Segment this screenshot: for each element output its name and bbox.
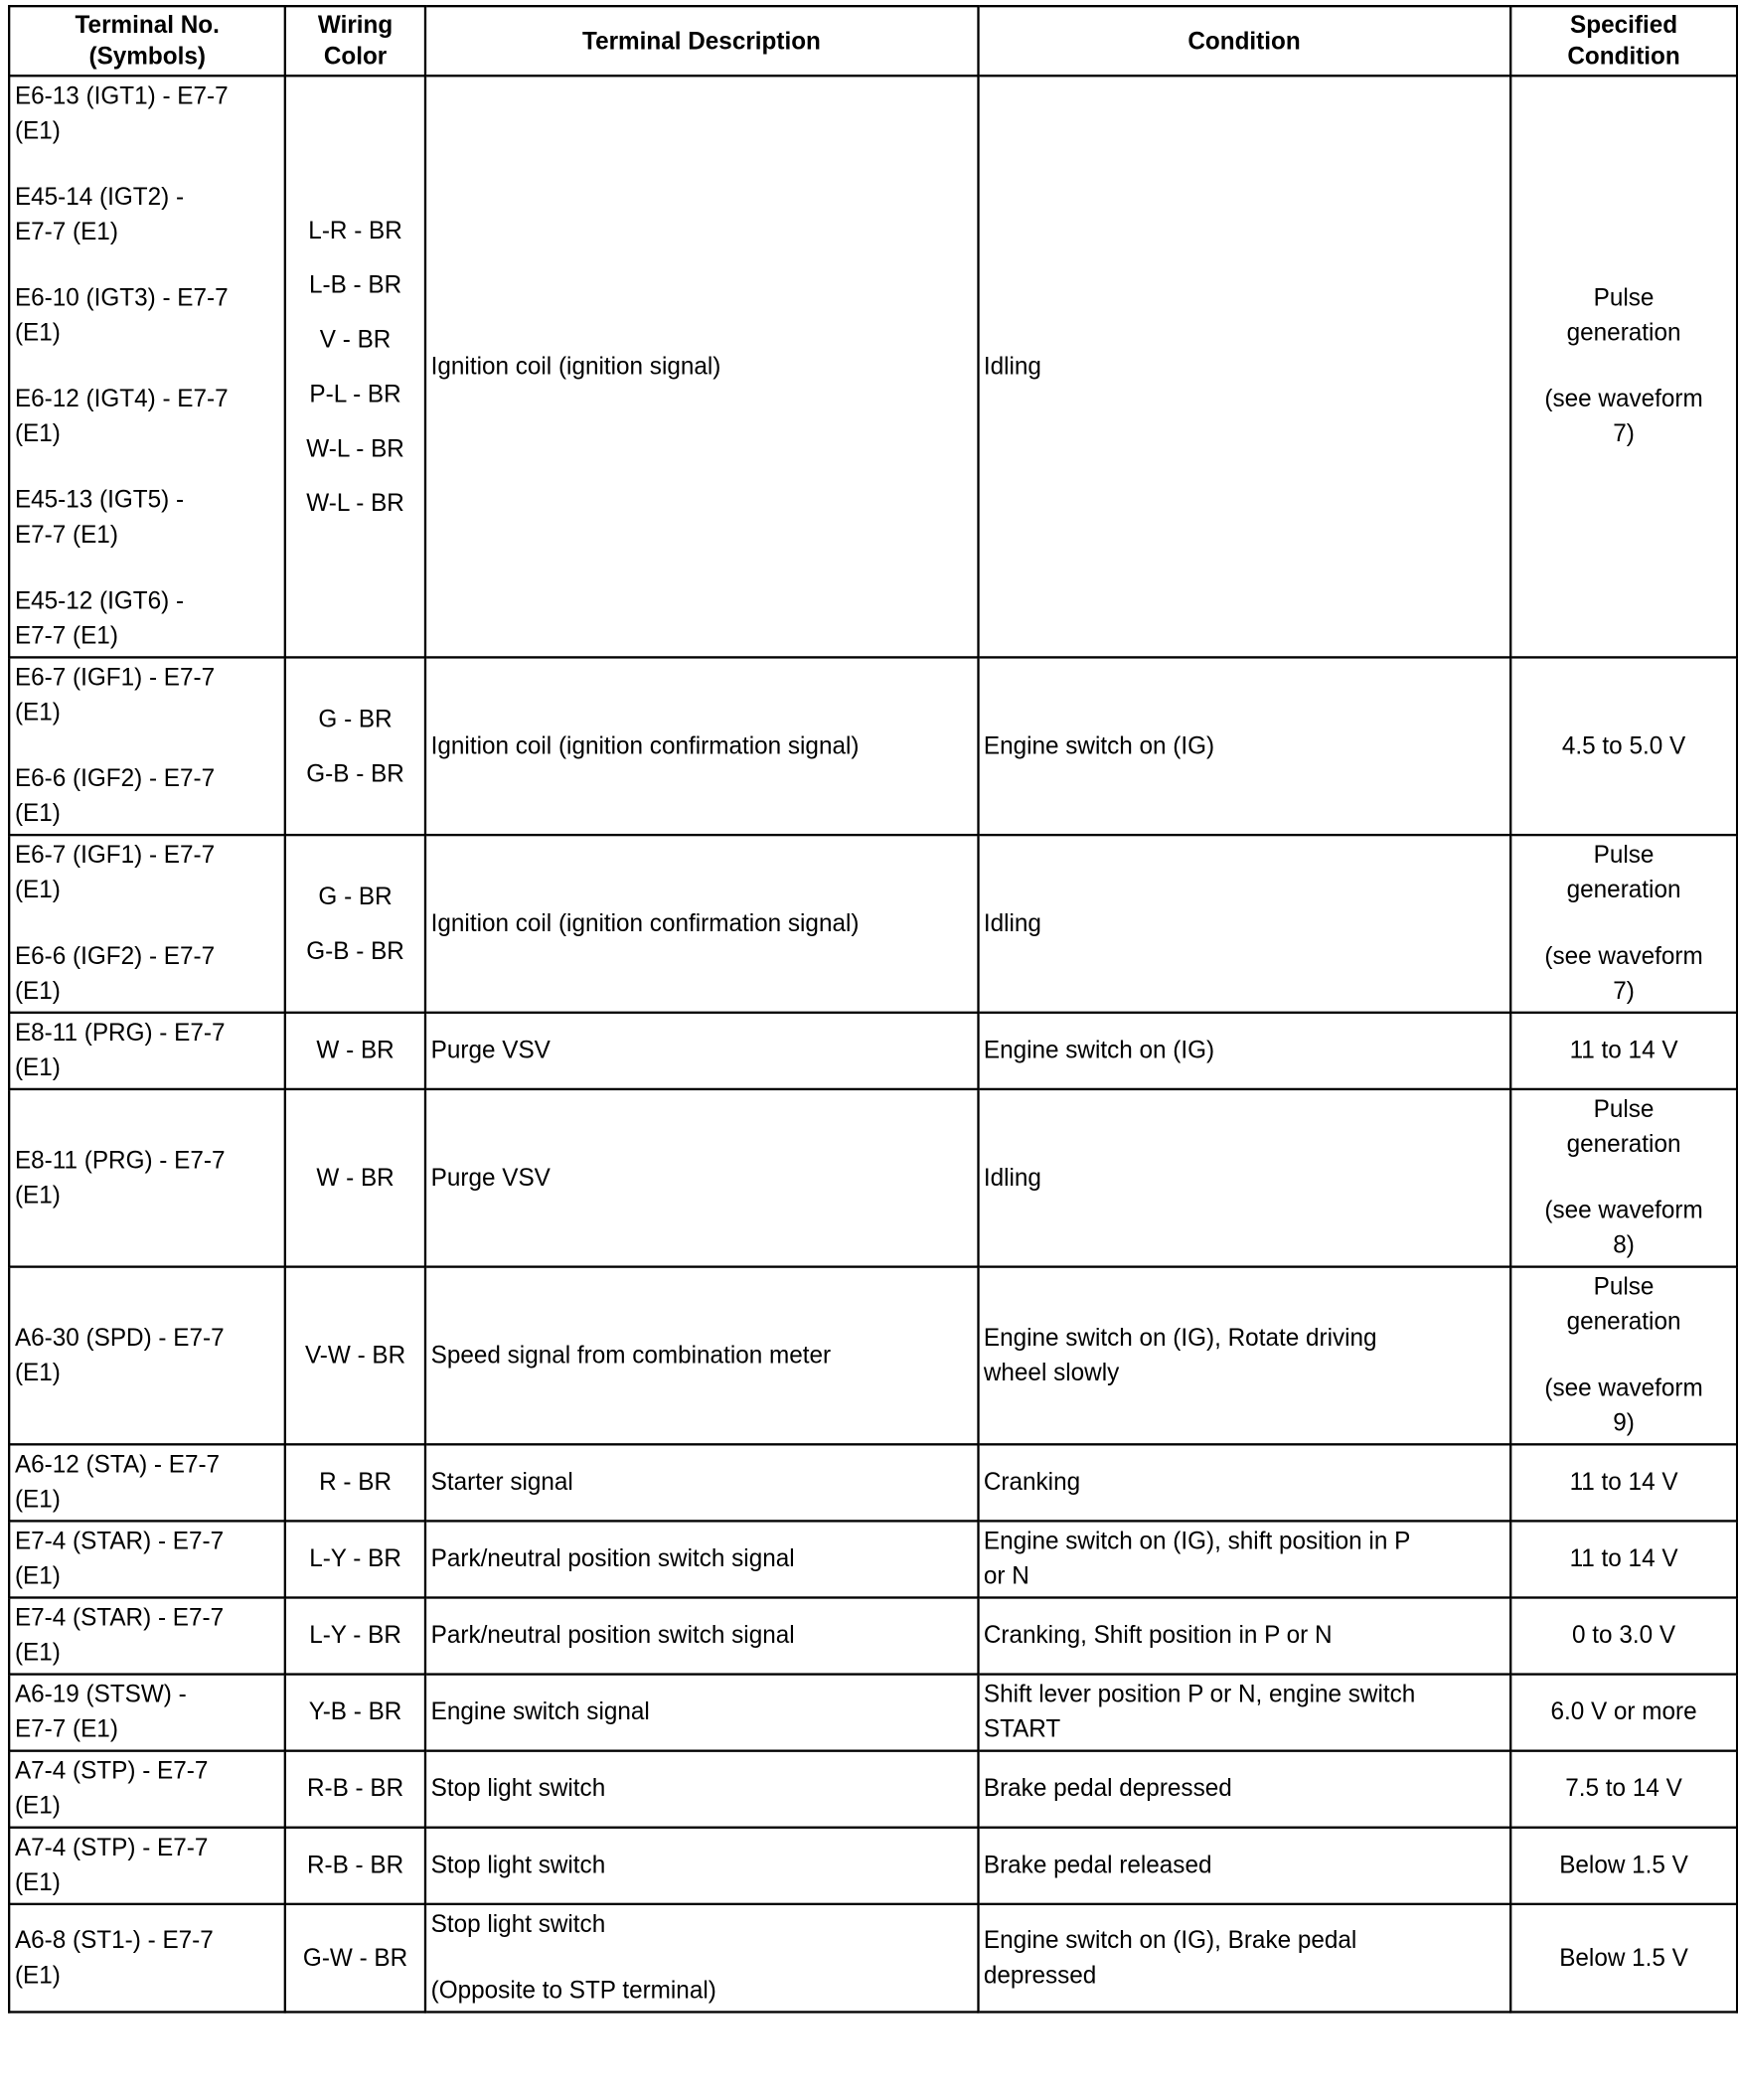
header-terminal-line: Terminal No. bbox=[75, 12, 220, 39]
specified-condition-text: 7) bbox=[1613, 420, 1635, 448]
condition-cell bbox=[978, 1828, 1510, 1904]
condition-text: Engine switch on (IG), Rotate driving bbox=[983, 1324, 1377, 1352]
terminal-text: E45-14 (IGT2) - bbox=[14, 183, 185, 211]
table-row bbox=[9, 1013, 1737, 1089]
wiring-color-text: L-Y - BR bbox=[309, 1622, 401, 1649]
description-text: Purge VSV bbox=[430, 1164, 551, 1192]
wiring-color-cell bbox=[285, 835, 425, 1013]
terminal-spec-table bbox=[8, 5, 1738, 2014]
specified-condition-cell bbox=[1510, 76, 1737, 657]
condition-text: depressed bbox=[983, 1961, 1097, 1989]
specified-condition-cell bbox=[1510, 1013, 1737, 1089]
wiring-color-text: G-B - BR bbox=[306, 759, 404, 787]
terminal-text: (E1) bbox=[14, 1359, 61, 1386]
description-cell bbox=[425, 1904, 978, 2013]
condition-text: Cranking bbox=[983, 1468, 1081, 1496]
specified-condition-text: Pulse bbox=[1593, 284, 1655, 312]
description-cell bbox=[425, 1751, 978, 1828]
terminal-text: (E1) bbox=[14, 420, 61, 448]
wiring-color-text: V-W - BR bbox=[304, 1341, 406, 1369]
specified-condition-cell bbox=[1510, 1675, 1737, 1751]
wiring-color-text: W-L - BR bbox=[306, 489, 404, 517]
wiring-color-cell bbox=[285, 1597, 425, 1674]
wiring-color-cell bbox=[285, 1444, 425, 1521]
condition-cell bbox=[978, 1013, 1510, 1089]
terminal-text: E45-12 (IGT6) - bbox=[14, 587, 185, 615]
wiring-color-cell bbox=[285, 1828, 425, 1904]
wiring-color-text: R - BR bbox=[319, 1468, 393, 1496]
description-text: Starter signal bbox=[430, 1468, 573, 1496]
wiring-color-text: Y-B - BR bbox=[308, 1698, 402, 1725]
condition-text: START bbox=[983, 1715, 1061, 1743]
specified-condition-text: 9) bbox=[1613, 1409, 1635, 1437]
specified-condition-text: Pulse bbox=[1593, 842, 1655, 869]
terminal-text: E45-13 (IGT5) - bbox=[14, 486, 185, 514]
table-row bbox=[9, 657, 1737, 835]
wiring-color-text: G - BR bbox=[318, 705, 393, 732]
description-cell bbox=[425, 1444, 978, 1521]
terminal-text: E6-7 (IGF1) - E7-7 bbox=[14, 664, 216, 692]
terminal-text: A6-30 (SPD) - E7-7 bbox=[14, 1324, 225, 1352]
description-text: Park/neutral position switch signal bbox=[430, 1622, 795, 1649]
specified-condition-cell bbox=[1510, 657, 1737, 835]
terminal-cell bbox=[9, 1751, 285, 1828]
wiring-color-cell bbox=[285, 1904, 425, 2013]
description-cell bbox=[425, 1521, 978, 1597]
terminal-text: E7-7 (E1) bbox=[14, 521, 118, 549]
table-row bbox=[9, 1267, 1737, 1445]
condition-text: Engine switch on (IG) bbox=[983, 731, 1215, 759]
terminal-text: E8-11 (PRG) - E7-7 bbox=[14, 1146, 226, 1174]
description-text: Ignition coil (ignition confirmation signal) bbox=[430, 909, 860, 937]
terminal-cell bbox=[9, 657, 285, 835]
terminal-text: E6-7 (IGF1) - E7-7 bbox=[14, 842, 216, 869]
condition-text: or N bbox=[983, 1562, 1029, 1590]
specified-condition-cell bbox=[1510, 1597, 1737, 1674]
terminal-cell bbox=[9, 76, 285, 657]
terminal-cell bbox=[9, 1013, 285, 1089]
specified-condition-text: Below 1.5 V bbox=[1559, 1944, 1688, 1972]
condition-cell bbox=[978, 1597, 1510, 1674]
terminal-text: A6-12 (STA) - E7-7 bbox=[14, 1451, 221, 1479]
description-cell bbox=[425, 835, 978, 1013]
terminal-text: (E1) bbox=[14, 1792, 61, 1820]
wiring-color-text: G-W - BR bbox=[302, 1944, 408, 1972]
terminal-text: (E1) bbox=[14, 319, 61, 347]
description-cell bbox=[425, 1675, 978, 1751]
condition-text: Cranking, Shift position in P or N bbox=[983, 1622, 1333, 1649]
description-text: Purge VSV bbox=[430, 1037, 551, 1064]
specified-condition-text: 6.0 V or more bbox=[1550, 1698, 1697, 1725]
terminal-text: (E1) bbox=[14, 877, 61, 904]
wiring-color-text: G - BR bbox=[318, 883, 393, 910]
wiring-color-text: R-B - BR bbox=[306, 1775, 404, 1803]
header-specified bbox=[1510, 6, 1737, 76]
description-cell bbox=[425, 1013, 978, 1089]
terminal-cell bbox=[9, 1444, 285, 1521]
condition-text: Engine switch on (IG), Brake pedal bbox=[983, 1926, 1357, 1954]
wiring-color-cell bbox=[285, 1751, 425, 1828]
specified-condition-text: (see waveform bbox=[1544, 386, 1703, 412]
table-row bbox=[9, 1521, 1737, 1597]
header-specified-line: Condition bbox=[1567, 43, 1680, 71]
table-row bbox=[9, 1597, 1737, 1674]
terminal-text: A7-4 (STP) - E7-7 bbox=[14, 1834, 209, 1861]
specified-condition-text: Below 1.5 V bbox=[1559, 1852, 1688, 1879]
header-wiring-line: Color bbox=[323, 43, 388, 71]
specified-condition-text: 11 to 14 V bbox=[1569, 1544, 1678, 1572]
specified-condition-cell bbox=[1510, 1904, 1737, 2013]
header-wiring-line: Wiring bbox=[317, 12, 394, 39]
description-text: (Opposite to STP terminal) bbox=[430, 1977, 716, 2005]
condition-text: Brake pedal depressed bbox=[983, 1775, 1232, 1803]
description-text: Stop light switch bbox=[430, 1852, 606, 1879]
specified-condition-text: generation bbox=[1566, 319, 1681, 347]
condition-cell bbox=[978, 1904, 1510, 2013]
condition-cell bbox=[978, 1089, 1510, 1267]
specified-condition-text: (see waveform bbox=[1544, 1374, 1703, 1402]
description-text: Stop light switch bbox=[430, 1775, 606, 1803]
terminal-text: E8-11 (PRG) - E7-7 bbox=[14, 1019, 226, 1047]
condition-text: Engine switch on (IG) bbox=[983, 1037, 1215, 1064]
terminal-text: E7-7 (E1) bbox=[14, 218, 118, 245]
wiring-color-text: L-R - BR bbox=[308, 217, 402, 244]
terminal-cell bbox=[9, 1267, 285, 1445]
description-text: Park/neutral position switch signal bbox=[430, 1544, 795, 1572]
condition-cell bbox=[978, 1675, 1510, 1751]
header-description: Terminal Description bbox=[425, 6, 978, 76]
specified-condition-text: 4.5 to 5.0 V bbox=[1561, 731, 1686, 759]
condition-cell bbox=[978, 1751, 1510, 1828]
description-text: Stop light switch bbox=[430, 1910, 606, 1938]
condition-text: Idling bbox=[983, 352, 1041, 380]
document-page bbox=[8, 5, 1738, 2100]
specified-condition-cell bbox=[1510, 835, 1737, 1013]
terminal-text: E7-7 (E1) bbox=[14, 622, 118, 650]
terminal-cell bbox=[9, 835, 285, 1013]
terminal-text: (E1) bbox=[14, 117, 61, 145]
terminal-text: (E1) bbox=[14, 977, 61, 1005]
terminal-text: E7-4 (STAR) - E7-7 bbox=[14, 1604, 225, 1632]
terminal-cell bbox=[9, 1521, 285, 1597]
terminal-text: E6-12 (IGT4) - E7-7 bbox=[14, 386, 229, 412]
specified-condition-text: 11 to 14 V bbox=[1569, 1468, 1678, 1496]
condition-cell bbox=[978, 835, 1510, 1013]
terminal-text: E6-6 (IGF2) - E7-7 bbox=[14, 765, 216, 792]
condition-cell bbox=[978, 1444, 1510, 1521]
description-cell bbox=[425, 1089, 978, 1267]
condition-text: Brake pedal released bbox=[983, 1852, 1212, 1879]
specified-condition-text: Pulse bbox=[1593, 1273, 1655, 1301]
header-specified-line: Specified bbox=[1570, 12, 1678, 39]
description-text: Speed signal from combination meter bbox=[430, 1341, 832, 1369]
table-body bbox=[9, 76, 1737, 2012]
wiring-color-cell bbox=[285, 1013, 425, 1089]
specified-condition-cell bbox=[1510, 1751, 1737, 1828]
terminal-text: E7-4 (STAR) - E7-7 bbox=[14, 1528, 225, 1555]
wiring-color-text: V - BR bbox=[319, 325, 392, 353]
wiring-color-text: W-L - BR bbox=[306, 434, 404, 462]
table-row bbox=[9, 1675, 1737, 1751]
wiring-color-text: W - BR bbox=[316, 1037, 395, 1064]
terminal-cell bbox=[9, 1904, 285, 2013]
specified-condition-text: (see waveform bbox=[1544, 1197, 1703, 1224]
terminal-text: (E1) bbox=[14, 1961, 61, 1989]
terminal-text: A7-4 (STP) - E7-7 bbox=[14, 1757, 209, 1785]
condition-cell bbox=[978, 657, 1510, 835]
specified-condition-text: generation bbox=[1566, 877, 1681, 904]
terminal-text: (E1) bbox=[14, 1181, 61, 1209]
specified-condition-text: generation bbox=[1566, 1130, 1681, 1158]
wiring-color-cell bbox=[285, 657, 425, 835]
terminal-text: E6-6 (IGF2) - E7-7 bbox=[14, 942, 216, 970]
description-text: Engine switch signal bbox=[430, 1698, 650, 1725]
table-row bbox=[9, 1444, 1737, 1521]
description-text: Ignition coil (ignition signal) bbox=[430, 352, 721, 380]
specified-condition-text: 8) bbox=[1613, 1231, 1635, 1259]
description-cell bbox=[425, 1267, 978, 1445]
description-text: Ignition coil (ignition confirmation signal) bbox=[430, 731, 860, 759]
specified-condition-cell bbox=[1510, 1444, 1737, 1521]
terminal-cell bbox=[9, 1675, 285, 1751]
table-row bbox=[9, 76, 1737, 657]
terminal-text: (E1) bbox=[14, 1053, 61, 1081]
wiring-color-text: R-B - BR bbox=[306, 1852, 404, 1879]
specified-condition-text: 7) bbox=[1613, 977, 1635, 1005]
condition-text: wheel slowly bbox=[983, 1359, 1120, 1386]
wiring-color-text: L-B - BR bbox=[308, 271, 402, 298]
terminal-text: (E1) bbox=[14, 800, 61, 827]
specified-condition-text: (see waveform bbox=[1544, 942, 1703, 970]
specified-condition-text: generation bbox=[1566, 1308, 1681, 1336]
terminal-text: A6-8 (ST1-) - E7-7 bbox=[14, 1926, 214, 1954]
terminal-text: A6-19 (STSW) - bbox=[14, 1681, 187, 1708]
header-terminal-line: (Symbols) bbox=[88, 43, 206, 71]
condition-cell bbox=[978, 1521, 1510, 1597]
specified-condition-cell bbox=[1510, 1828, 1737, 1904]
table-row bbox=[9, 1751, 1737, 1828]
terminal-text: (E1) bbox=[14, 1639, 61, 1667]
specified-condition-text: Pulse bbox=[1593, 1095, 1655, 1123]
specified-condition-text: 0 to 3.0 V bbox=[1572, 1622, 1676, 1649]
terminal-cell bbox=[9, 1828, 285, 1904]
terminal-cell bbox=[9, 1089, 285, 1267]
condition-text: Idling bbox=[983, 909, 1041, 937]
wiring-color-text: L-Y - BR bbox=[309, 1544, 401, 1572]
wiring-color-text: G-B - BR bbox=[306, 937, 404, 965]
wiring-color-cell bbox=[285, 76, 425, 657]
condition-text: Engine switch on (IG), shift position in P bbox=[983, 1528, 1411, 1555]
description-cell bbox=[425, 1828, 978, 1904]
wiring-color-cell bbox=[285, 1521, 425, 1597]
terminal-text: E7-7 (E1) bbox=[14, 1715, 118, 1743]
wiring-color-cell bbox=[285, 1089, 425, 1267]
condition-text: Idling bbox=[983, 1164, 1041, 1192]
header-wiring bbox=[285, 6, 425, 76]
wiring-color-cell bbox=[285, 1267, 425, 1445]
condition-cell bbox=[978, 76, 1510, 657]
specified-condition-text: 7.5 to 14 V bbox=[1565, 1775, 1682, 1803]
table-row bbox=[9, 835, 1737, 1013]
wiring-color-cell bbox=[285, 1675, 425, 1751]
specified-condition-cell bbox=[1510, 1089, 1737, 1267]
table-row bbox=[9, 1089, 1737, 1267]
terminal-text: E6-13 (IGT1) - E7-7 bbox=[14, 82, 229, 110]
specified-condition-cell bbox=[1510, 1521, 1737, 1597]
header-terminal bbox=[9, 6, 285, 76]
terminal-text: (E1) bbox=[14, 1562, 61, 1590]
description-cell bbox=[425, 1597, 978, 1674]
table-row bbox=[9, 1904, 1737, 2013]
description-cell bbox=[425, 76, 978, 657]
terminal-text: (E1) bbox=[14, 1486, 61, 1514]
condition-cell bbox=[978, 1267, 1510, 1445]
wiring-color-text: W - BR bbox=[316, 1164, 395, 1192]
terminal-cell bbox=[9, 1597, 285, 1674]
wiring-color-text: P-L - BR bbox=[309, 380, 401, 407]
header-condition: Condition bbox=[978, 6, 1510, 76]
terminal-text: (E1) bbox=[14, 699, 61, 727]
terminal-text: E6-10 (IGT3) - E7-7 bbox=[14, 284, 229, 312]
table-header-row bbox=[9, 6, 1737, 76]
terminal-text: (E1) bbox=[14, 1868, 61, 1896]
table-row bbox=[9, 1828, 1737, 1904]
condition-text: Shift lever position P or N, engine switch bbox=[983, 1681, 1416, 1708]
specified-condition-cell bbox=[1510, 1267, 1737, 1445]
description-cell bbox=[425, 657, 978, 835]
specified-condition-text: 11 to 14 V bbox=[1569, 1037, 1678, 1064]
